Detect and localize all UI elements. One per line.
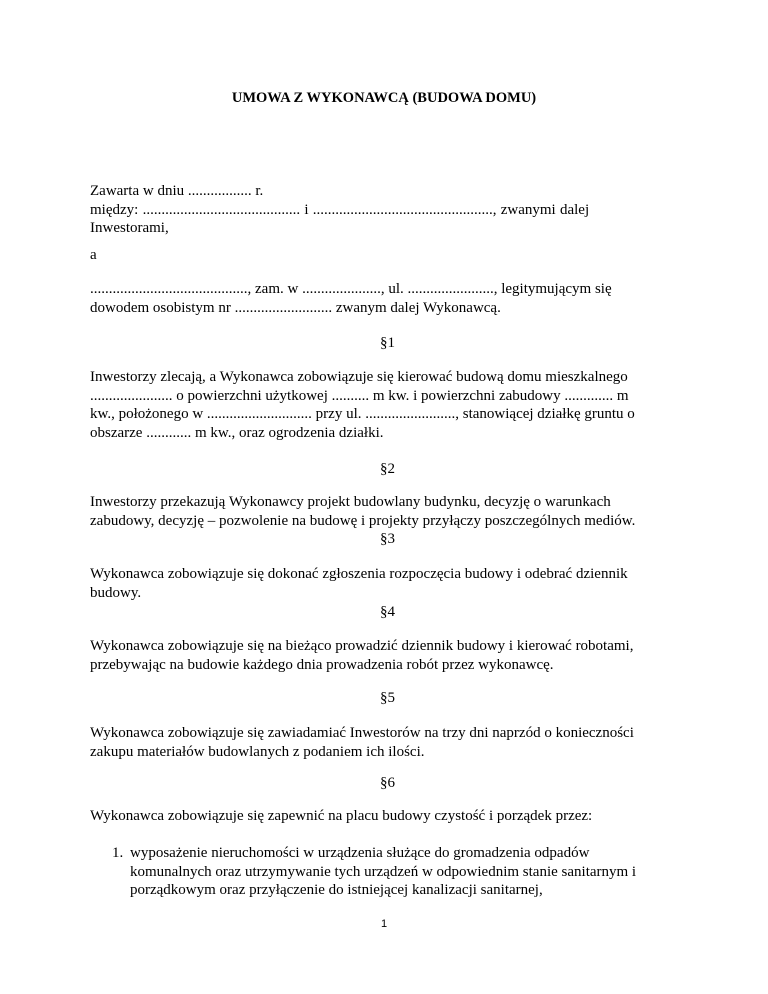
section-mark-2: §2 — [380, 461, 395, 477]
section-mark-6: §6 — [380, 775, 395, 791]
list-item — [112, 844, 685, 900]
section-mark-5: §5 — [380, 690, 395, 706]
contractor-line-2: dowodem osobistym nr .......................... zwanym dalej Wykonawcą. — [90, 299, 501, 316]
section-4-text — [90, 637, 685, 674]
section-mark-4: §4 — [380, 604, 395, 620]
list-item-line: wyposażenie nieruchomości w urządzenia służące do gromadzenia odpadów — [130, 845, 590, 861]
section-5-text — [90, 724, 685, 761]
section-6-line: Wykonawca zobowiązuje się zapewnić na placu budowy czystość i porządek przez: — [90, 808, 593, 824]
section-mark-3: §3 — [380, 531, 395, 547]
contractor-paragraph — [90, 280, 685, 317]
section-6-text — [90, 807, 685, 826]
section-4-line: przebywając na budowie każdego dnia prowadzenia robót przez wykonawcę. — [90, 656, 554, 673]
section-5-line: zakupu materiałów budowlanych z podaniem ich ilości. — [90, 743, 425, 760]
section-4-line: Wykonawca zobowiązuje się na bieżąco prowadzić dziennik budowy i kierować robotami, — [90, 638, 634, 654]
section-3-text — [90, 565, 685, 602]
list-item-text — [130, 844, 685, 900]
section-1-line: Inwestorzy zlecają, a Wykonawca zobowiązuje się kierować budową domu mieszkalnego — [90, 369, 628, 385]
list-item-line: komunalnych oraz utrzymywanie tych urządzeń w odpowiednim stanie sanitarnym i — [130, 863, 637, 880]
intro-paragraph — [90, 182, 685, 238]
section-1-line: ...................... o powierzchni użytkowej .......... m kw. i powierzchni zabudowy ............. m — [90, 387, 629, 404]
section-5-line: Wykonawca zobowiązuje się zawiadamiać Inwestorów na trzy dni naprzód o konieczności — [90, 725, 634, 741]
section-2-text — [90, 493, 685, 530]
intro-date-line: Zawarta w dniu ................. r. — [90, 183, 264, 199]
page-number: 1 — [380, 918, 388, 930]
section-2-line: Inwestorzy przekazują Wykonawcy projekt budowlany budynku, decyzję o warunkach — [90, 494, 611, 510]
document-title: UMOWA Z WYKONAWCĄ (BUDOWA DOMU) — [231, 90, 537, 106]
section-3-line: Wykonawca zobowiązuje się dokonać zgłoszenia rozpoczęcia budowy i odebrać dziennik — [90, 566, 628, 582]
conjunction-a: a — [90, 247, 97, 263]
intro-investors-line: Inwestorami, — [90, 220, 169, 236]
section-1-line: kw., położonego w ............................ przy ul. ........................, stanowiącej działkę gruntu o — [90, 406, 635, 422]
section-1-text — [90, 368, 685, 442]
section-3-line: budowy. — [90, 584, 142, 601]
list-item-number: 1. — [112, 845, 124, 861]
section-1-line: obszarze ............ m kw., oraz ogrodzenia działki. — [90, 424, 384, 441]
intro-parties-line: między: .......................................... i ................................................, zwanymi dalej — [90, 201, 590, 218]
list-item-line: porządkowym oraz przyłączenie do istniejącej kanalizacji sanitarnej, — [130, 882, 543, 898]
section-2-line: zabudowy, decyzję – pozwolenie na budowę i projekty przyłączy poszczególnych mediów. — [90, 512, 636, 529]
contractor-line-1: .........................................., zam. w ....................., ul. ......................., legitymującym się — [90, 281, 612, 297]
section-mark-1: §1 — [380, 335, 395, 351]
